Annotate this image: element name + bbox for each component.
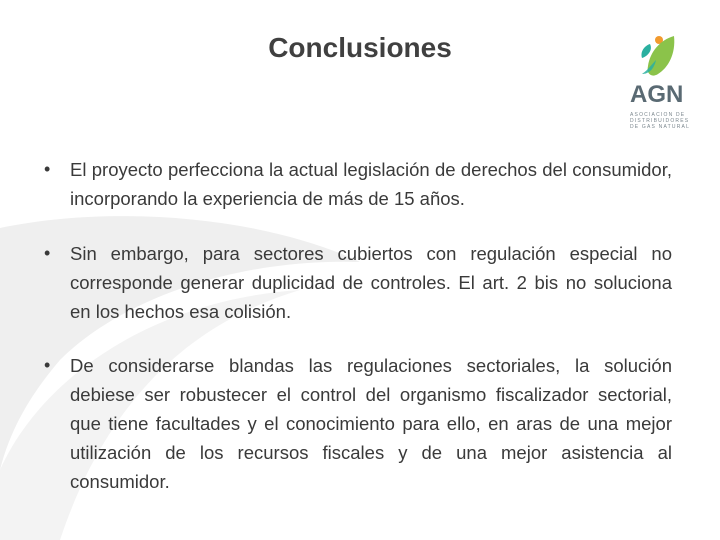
logo-acronym: AGN [630, 81, 684, 108]
bullet-text: Sin embargo, para sectores cubiertos con regulación especial no corresponde generar duplicidad de controles. El art. 2 bis no soluciona en los hechos esa colisión. [70, 243, 672, 322]
bullet-marker: • [44, 355, 51, 375]
logo-subtitle: ASOCIACION DE DISTRIBUIDORES DE GAS NATURAL [630, 112, 691, 130]
page-title: Conclusiones [268, 32, 452, 63]
bullet-marker: • [44, 243, 51, 263]
bullet-item [44, 351, 672, 496]
bullet-item [44, 155, 672, 213]
bullet-marker: • [44, 159, 51, 179]
bullet-item [44, 239, 672, 326]
bullet-text: El proyecto perfecciona la actual legislación de derechos del consumidor, incorporando la experiencia de más de 15 años. [70, 159, 672, 209]
bullet-text: De considerarse blandas las regulaciones sectoriales, la solución debiese ser robustecer el control del organismo fiscalizador sectorial, que tiene facultades y el conocimiento para ello, en aras de una mejor utilización de los recursos fiscales y de una mejor asistencia al consumidor. [70, 355, 672, 492]
